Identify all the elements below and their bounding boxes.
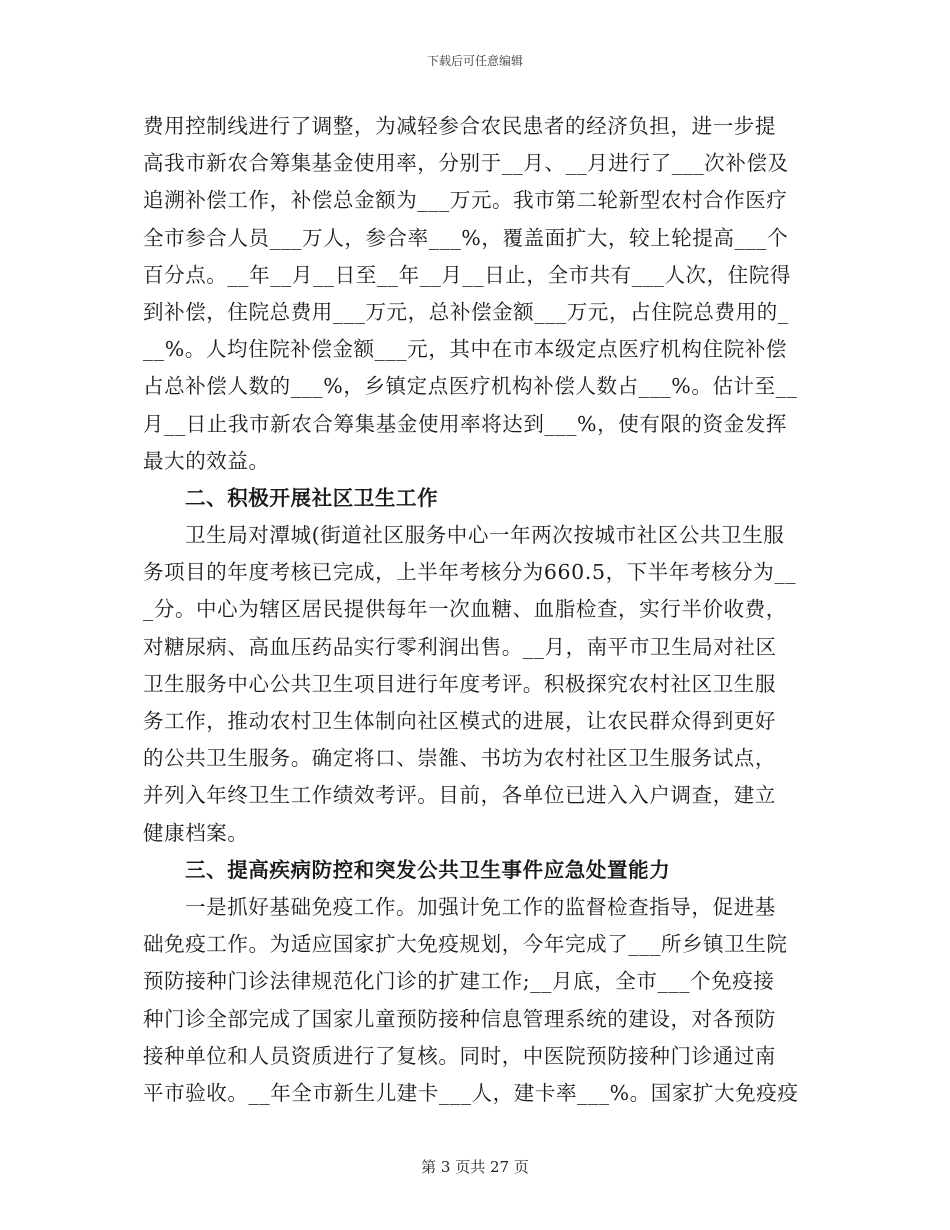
page-footer: 第 3 页共 27 页 (421, 1158, 529, 1176)
paragraph-line: 追溯补偿工作，补偿总金额为___万元。我市第二轮新型农村合作医疗 (143, 188, 788, 213)
paragraph-line: 百分点。__年__月__日至__年__月__日止，全市共有___人次，住院得 (143, 262, 792, 287)
paragraph-line: __%。人均住院补偿金额___元，其中在市本级定点医疗机构住院补偿 (143, 337, 788, 362)
paragraph-line: 种门诊全部完成了国家儿童预防接种信息管理系统的建设，对各预防 (143, 1006, 776, 1031)
paragraph-line: 的公共卫生服务。确定将口、崇雒、书坊为农村社区卫生服务试点， (143, 746, 776, 771)
paragraph-line: 全市参合人员___万人，参合率___%，覆盖面扩大，较上轮提高___个 (143, 225, 789, 250)
paragraph-line: 对糖尿病、高血压药品实行零利润出售。__月，南平市卫生局对社区 (143, 634, 777, 659)
section-heading: 二、积极开展社区卫生工作 (185, 485, 439, 510)
document-body (143, 108, 811, 1112)
paragraph-line: 高我市新农合筹集基金使用率，分别于__月、__月进行了___次补偿及 (143, 151, 789, 176)
section-heading: 三、提高疾病防控和突发公共卫生事件应急处置能力 (185, 857, 671, 882)
paragraph-line: 务项目的年度考核已完成，上半年考核分为660.5，下半年考核分为__ (143, 560, 797, 585)
page-header: 下载后可任意编辑 (426, 54, 523, 68)
paragraph-line: 最大的效益。 (143, 448, 270, 473)
paragraph-line: 费用控制线进行了调整，为减轻参合农民患者的经济负担，进一步提 (143, 114, 776, 138)
paragraph-line: 占总补偿人数的___%，乡镇定点医疗机构补偿人数占___%。估计至__ (143, 374, 798, 399)
paragraph-line: 预防接种门诊法律规范化门诊的扩建工作;__月底，全市___个免疫接 (143, 969, 775, 994)
paragraph-line: 卫生服务中心公共卫生项目进行年度考评。积极探究农村社区卫生服 (143, 671, 776, 696)
paragraph-line: 接种单位和人员资质进行了复核。同时，中医院预防接种门诊通过南 (143, 1043, 776, 1068)
paragraph-line: 平市验收。__年全市新生儿建卡___人，建卡率___%。国家扩大免疫疫 (143, 1080, 799, 1105)
paragraph-line: _分。中心为辖区居民提供每年一次血糖、血脂检查，实行半价收费， (143, 597, 787, 622)
paragraph-line: 到补偿，住院总费用___万元，总补偿金额___万元，占住院总费用的_ (143, 299, 789, 324)
paragraph-line: 健康档案。 (143, 820, 249, 845)
paragraph-line: 务工作，推动农村卫生体制向社区模式的进展，让农民群众得到更好 (143, 709, 776, 733)
paragraph-line: 础免疫工作。为适应国家扩大免疫规划，今年完成了___所乡镇卫生院 (143, 932, 788, 957)
paragraph-line: 并列入年终卫生工作绩效考评。目前，各单位已进入入户调查，建立 (143, 783, 776, 808)
paragraph-line: 卫生局对潭城(街道社区服务中心一年两次按城市社区公共卫生服 (185, 523, 785, 548)
paragraph-line: 月__日止我市新农合筹集基金使用率将达到___%，使有限的资金发挥 (143, 411, 788, 436)
paragraph-line: 一是抓好基础免疫工作。加强计免工作的监督检查指导，促进基 (185, 894, 776, 919)
